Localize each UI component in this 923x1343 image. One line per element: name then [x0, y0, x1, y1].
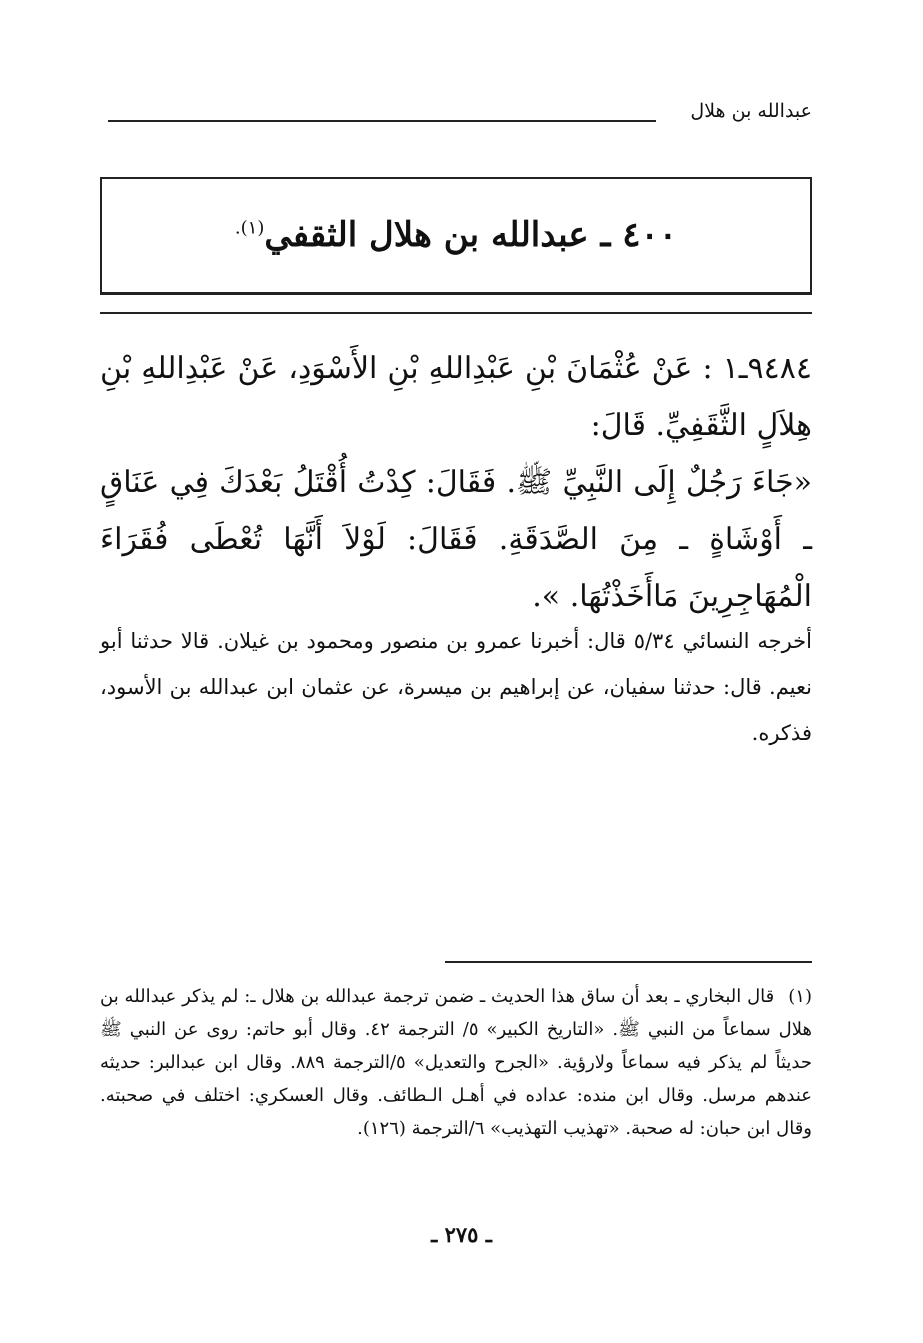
entry-title	[102, 215, 810, 255]
running-header-rule	[108, 120, 656, 122]
footnote-separator	[445, 961, 812, 963]
footnote-number: (١)	[788, 986, 812, 1007]
hadith-matn: «جَاءَ رَجُلٌ إِلَى النَّبِيِّ ﷺ. فَقَالَ: كِدْتُ أُقْتَلُ بَعْدَكَ فِي عَنَاقٍ ـ أَوْشَاةٍ ـ مِنَ الصَّدَقَةِ. فَقَالَ: لَوْلاَ أَنَّهَا تُعْطَى فُقَرَاءَ الْمُهَاجِرِينَ مَاأَخَذْتُهَا. ».	[100, 465, 812, 614]
hadith-text	[100, 340, 812, 625]
running-header-title: عبدالله بن هلال	[690, 100, 812, 122]
entry-title-text: ٤٠٠ ـ عبدالله بن هلال الثقفي	[264, 215, 678, 255]
entry-title-box	[100, 177, 812, 295]
running-header	[100, 98, 812, 138]
footnote-reference: (١).	[234, 217, 265, 239]
footnote-text: قال البخاري ـ بعد أن ساق هذا الحديث ـ ضمن ترجمة عبدالله بن هلال ـ: لم يذكر عبدالله بن هلال سماعاً من النبي ﷺ. «التاريخ الكبير» ٥/ الترجمة ٤٢. وقال أبو حاتم: روى عن النبي ﷺ حديثاً لم يذكر فيه سماعاً ولارؤية. «الجرح والتعديل» ٥/الترجمة ٨٨٩. وقال ابن عبدالبر: حديثه عندهم مرسل. وقال ابن منده: عداده في أهـل الـطائف. وقال العسكري: اختلف في صحبته. وقال ابن حبان: له صحبة. «تهذيب التهذيب» ٦/الترجمة (١٢٦).	[100, 986, 812, 1139]
footnote	[100, 980, 812, 1145]
takhrij-paragraph: أخرجه النسائي ٥/٣٤ قال: أخبرنا عمرو بن منصور ومحمود بن غيلان. قالا حدثنا أبو نعيم. قال: حدثنا سفيان، عن إبراهيم بن ميسرة، عن عثمان ابن عبدالله بن الأسود، فذكره.	[100, 629, 812, 745]
title-under-rule	[100, 312, 812, 314]
hadith-isnad: ٩٤٨٤ـ١ : عَنْ عُثْمَانَ بْنِ عَبْدِاللهِ بْنِ الأَسْوَدِ، عَنْ عَبْدِاللهِ بْنِ هِلاَلٍ الثَّقَفِيِّ. قَالَ:	[100, 351, 812, 443]
page-number: ـ ٢٧٥ ـ	[431, 1222, 492, 1247]
